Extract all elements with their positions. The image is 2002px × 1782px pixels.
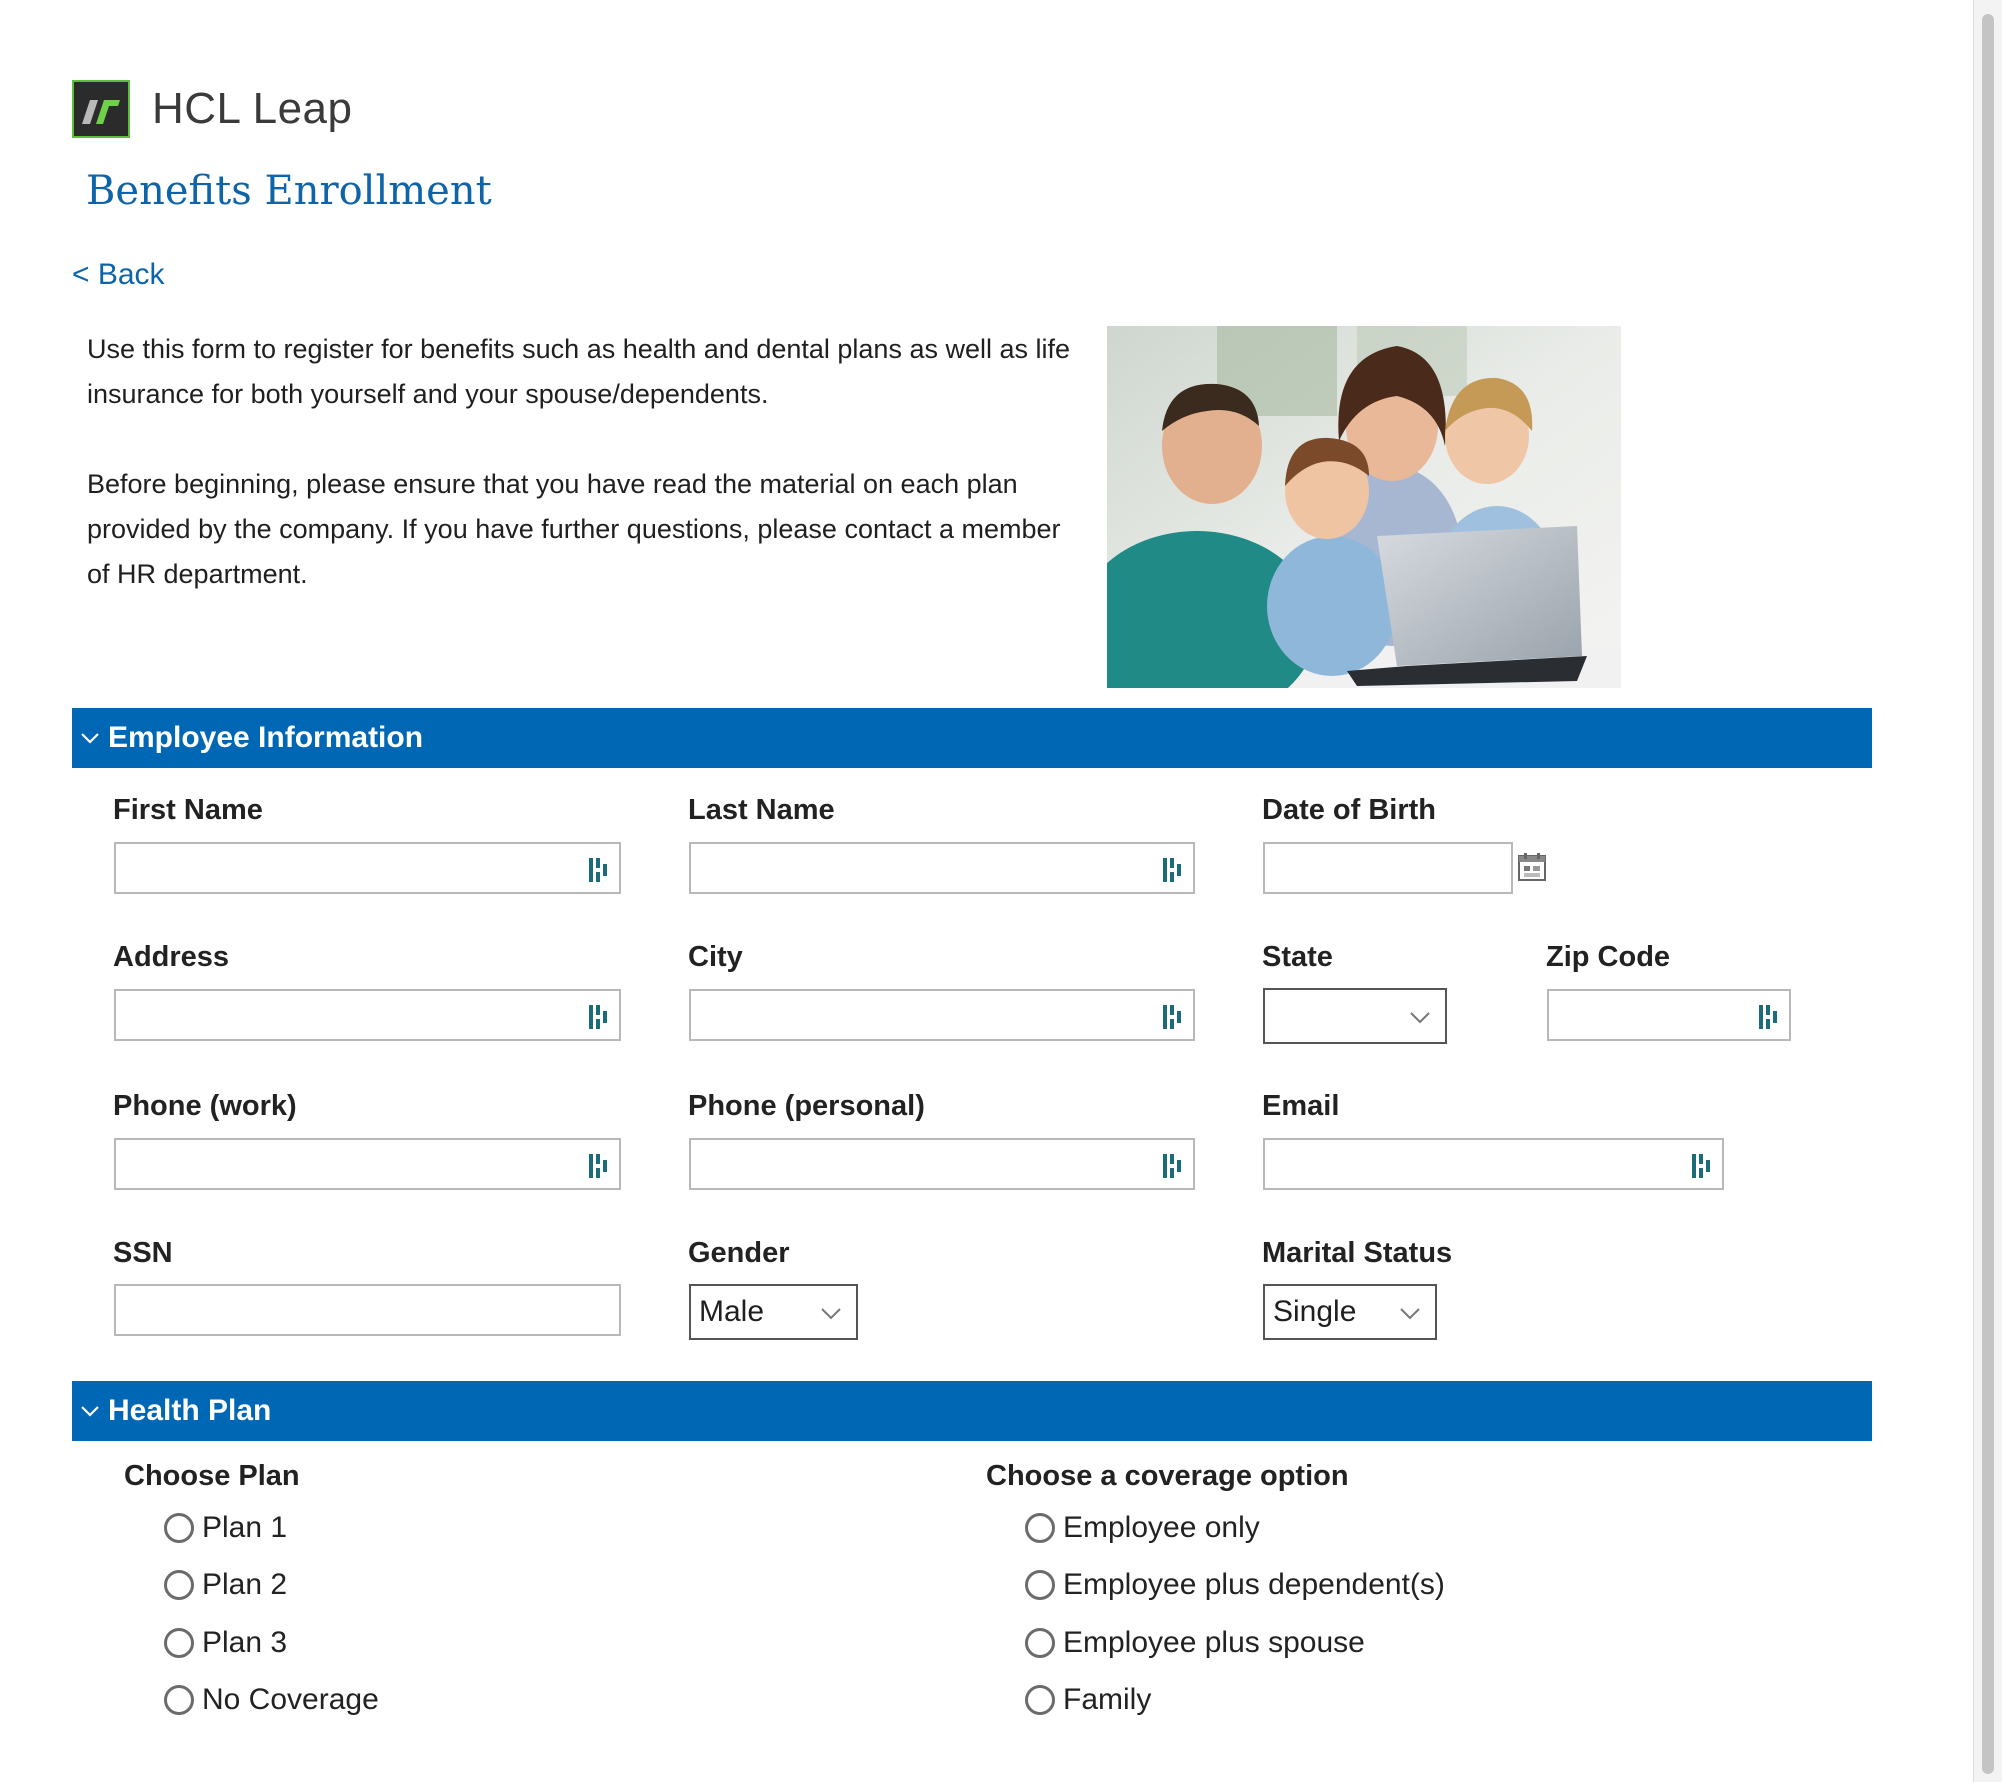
radio-button[interactable]	[1025, 1570, 1055, 1600]
chevron-down-icon	[1397, 1300, 1423, 1326]
scrollbar-thumb[interactable]	[1982, 14, 1994, 1774]
zip-code-input[interactable]	[1547, 989, 1791, 1041]
family-photo	[1107, 326, 1621, 688]
brand-name: HCL Leap	[152, 84, 353, 133]
coverage-option-employee-only[interactable]	[1025, 1511, 1260, 1545]
radio-label: Employee only	[1063, 1511, 1260, 1544]
first-name-input[interactable]	[114, 842, 621, 894]
address-label: Address	[113, 941, 230, 973]
radio-button[interactable]	[164, 1513, 194, 1543]
form-helper-icon[interactable]	[1161, 855, 1183, 885]
state-label: State	[1262, 941, 1333, 973]
plan-option-1[interactable]	[164, 1511, 287, 1545]
coverage-option-label: Choose a coverage option	[986, 1460, 1349, 1492]
phone-personal-input[interactable]	[689, 1138, 1195, 1190]
intro-text	[87, 327, 1087, 642]
chevron-down-icon	[72, 1381, 108, 1441]
radio-label: Plan 1	[202, 1511, 288, 1544]
zip-code-label: Zip Code	[1546, 941, 1671, 973]
back-link[interactable]: < Back	[72, 258, 165, 291]
radio-button[interactable]	[164, 1685, 194, 1715]
radio-button[interactable]	[1025, 1628, 1055, 1658]
date-of-birth-label: Date of Birth	[1262, 794, 1436, 826]
form-helper-icon[interactable]	[1161, 1002, 1183, 1032]
form-helper-icon[interactable]	[1161, 1151, 1183, 1181]
coverage-option-employee-plus-spouse[interactable]	[1025, 1626, 1365, 1660]
phone-work-input[interactable]	[114, 1138, 621, 1190]
section-title: Health Plan	[108, 1394, 272, 1427]
marital-status-value: Single	[1273, 1295, 1357, 1328]
health-plan-header[interactable]	[72, 1381, 1872, 1441]
form-helper-icon[interactable]	[1690, 1151, 1712, 1181]
coverage-option-family[interactable]	[1025, 1683, 1151, 1717]
email-label: Email	[1262, 1090, 1340, 1122]
address-input[interactable]	[114, 989, 621, 1041]
phone-work-label: Phone (work)	[113, 1090, 297, 1122]
chevron-down-icon	[818, 1300, 844, 1326]
city-input[interactable]	[689, 989, 1195, 1041]
email-input[interactable]	[1263, 1138, 1724, 1190]
vertical-scrollbar[interactable]	[1973, 0, 2002, 1782]
chevron-down-icon	[72, 708, 108, 768]
gender-select[interactable]	[689, 1284, 858, 1340]
page-title: Benefits Enrollment	[86, 168, 492, 214]
chevron-down-icon	[1407, 1004, 1433, 1030]
form-helper-icon[interactable]	[587, 855, 609, 885]
radio-button[interactable]	[1025, 1513, 1055, 1543]
form-helper-icon[interactable]	[1757, 1002, 1779, 1032]
marital-status-select[interactable]	[1263, 1284, 1437, 1340]
ssn-label: SSN	[113, 1237, 173, 1269]
form-helper-icon[interactable]	[587, 1151, 609, 1181]
plan-option-no-coverage[interactable]	[164, 1683, 379, 1717]
radio-button[interactable]	[164, 1628, 194, 1658]
marital-status-label: Marital Status	[1262, 1237, 1453, 1269]
state-select[interactable]	[1263, 988, 1447, 1044]
ssn-input[interactable]	[114, 1284, 621, 1336]
plan-option-2[interactable]	[164, 1568, 287, 1602]
radio-button[interactable]	[164, 1570, 194, 1600]
intro-paragraph-2: Before beginning, please ensure that you have read the material on each plan provided by the company. If you have further questions, please contact a member of HR department.	[87, 469, 1061, 589]
choose-plan-label: Choose Plan	[124, 1460, 300, 1492]
radio-label: Plan 2	[202, 1568, 288, 1601]
coverage-option-employee-plus-dependents[interactable]	[1025, 1568, 1445, 1602]
section-title: Employee Information	[108, 721, 424, 754]
radio-label: Employee plus spouse	[1063, 1626, 1365, 1659]
phone-personal-label: Phone (personal)	[688, 1090, 925, 1122]
last-name-input[interactable]	[689, 842, 1195, 894]
radio-label: Family	[1063, 1683, 1152, 1716]
first-name-label: First Name	[113, 794, 263, 826]
brand-header	[72, 80, 353, 138]
radio-label: No Coverage	[202, 1683, 379, 1716]
date-of-birth-input[interactable]	[1263, 842, 1513, 894]
radio-label: Plan 3	[202, 1626, 288, 1659]
city-label: City	[688, 941, 743, 973]
radio-label: Employee plus dependent(s)	[1063, 1568, 1445, 1601]
radio-button[interactable]	[1025, 1685, 1055, 1715]
gender-value: Male	[699, 1295, 765, 1328]
gender-label: Gender	[688, 1237, 790, 1269]
employee-information-header[interactable]	[72, 708, 1872, 768]
calendar-icon[interactable]	[1516, 851, 1548, 883]
intro-paragraph-1: Use this form to register for benefits such as health and dental plans as well as life insurance for both yourself and your spouse/dependents.	[87, 334, 1071, 409]
plan-option-3[interactable]	[164, 1626, 287, 1660]
form-helper-icon[interactable]	[587, 1002, 609, 1032]
hcl-leap-logo-icon	[72, 80, 130, 138]
last-name-label: Last Name	[688, 794, 835, 826]
